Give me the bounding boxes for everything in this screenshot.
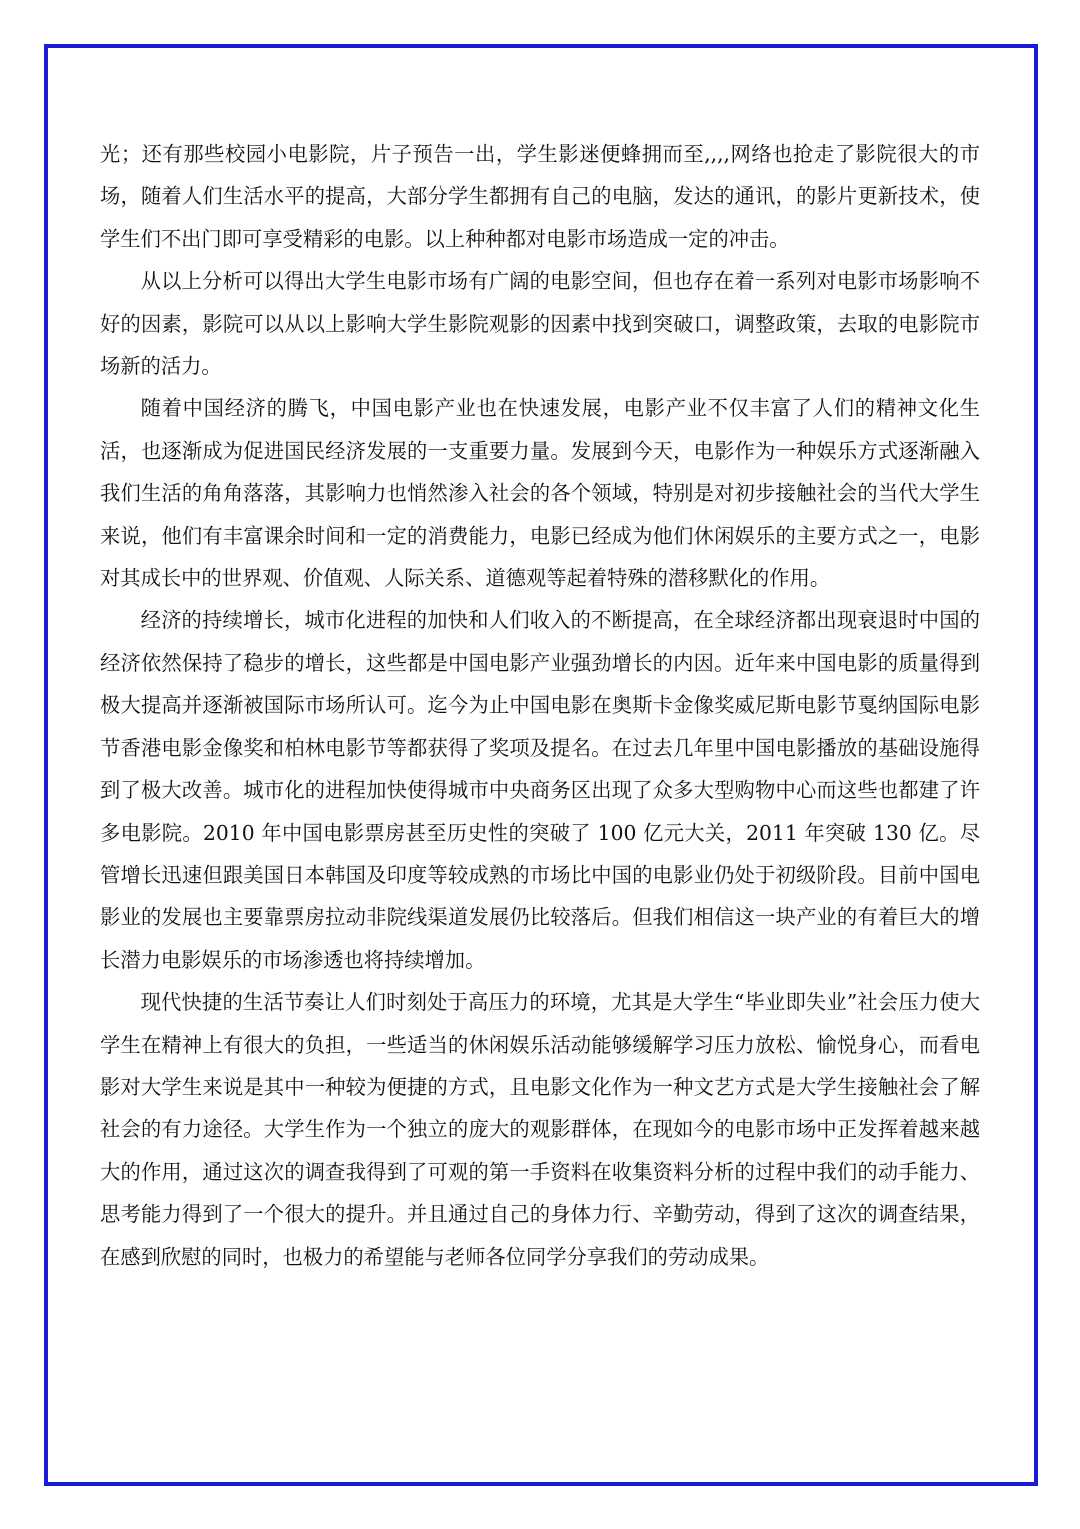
paragraph-continuation: 光；还有那些校园小电影院，片子预告一出，学生影迷便蜂拥而至,,,,网络也抢走了影院很大的市场，随着人们生活水平的提高，大部分学生都拥有自己的电脑，发达的通讯，的影片更新技术，使学生们不出门即可享受精彩的电影。以上种种都对电影市场造成一定的冲击。 [100, 142, 980, 251]
paragraph-student-pressure: 现代快捷的生活节奏让人们时刻处于高压力的环境，尤其是大学生“毕业即失业”社会压力使大学生在精神上有很大的负担，一些适当的休闲娱乐活动能够缓解学习压力放松、愉悦身心，而看电影对大学生来说是其中一种较为便捷的方式，且电影文化作为一种文艺方式是大学生接触社会了解社会的有力途径。大学生作为一个独立的庞大的观影群体，在现如今的电影市场中正发挥着越来越大的作用，通过这次的调查我得到了可观的第一手资料在收集资料分析的过程中我们的动手能力、思考能力得到了一个很大的提升。并且通过自己的身体力行、辛勤劳动，得到了这次的调查结果，在感到欣慰的同时，也极力的希望能与老师各位同学分享我们的劳动成果。 [100, 990, 980, 1269]
paragraph-film-industry-development: 随着中国经济的腾飞，中国电影产业也在快速发展，电影产业不仅丰富了人们的精神文化生活，也逐渐成为促进国民经济发展的一支重要力量。发展到今天，电影作为一种娱乐方式逐渐融入我们生活的角角落落，其影响力也悄然渗入社会的各个领域，特别是对初步接触社会的当代大学生来说，他们有丰富课余时间和一定的消费能力，电影已经成为他们休闲娱乐的主要方式之一，电影对其成长中的世界观、价值观、人际关系、道德观等起着特殊的潜移默化的作用。 [100, 396, 980, 591]
paragraph-analysis-conclusion: 从以上分析可以得出大学生电影市场有广阔的电影空间，但也存在着一系列对电影市场影响不好的因素，影院可以从以上影响大学生影院观影的因素中找到突破口，调整政策，去取的电影院市场新的活力。 [100, 269, 980, 379]
paragraph-economic-growth: 经济的持续增长，城市化进程的加快和人们收入的不断提高，在全球经济都出现衰退时中国的经济依然保持了稳步的增长，这些都是中国电影产业强劲增长的内因。近年来中国电影的质量得到极大提高并逐渐被国际市场所认可。迄今为止中国电影在奥斯卡金像奖威尼斯电影节戛纳国际电影节香港电影金像奖和柏林电影节等都获得了奖项及提名。在过去几年里中国电影播放的基础设施得到了极大改善。城市化的进程加快使得城市中央商务区出现了众多大型购物中心而这些也都建了许多电影院。2010 年中国电影票房甚至历史性的突破了 100 亿元大关，2011 年突破 130 亿。尽管增长迅速但跟美国日本韩国及印度等较成熟的市场比中国的电影业仍处于初级阶段。目前中国电影业的发展也主要靠票房拉动非院线渠道发展仍比较落后。但我们相信这一块产业的有着巨大的增长潜力电影娱乐的市场渗透也将持续增加。 [100, 608, 980, 972]
document-body [100, 133, 980, 1278]
